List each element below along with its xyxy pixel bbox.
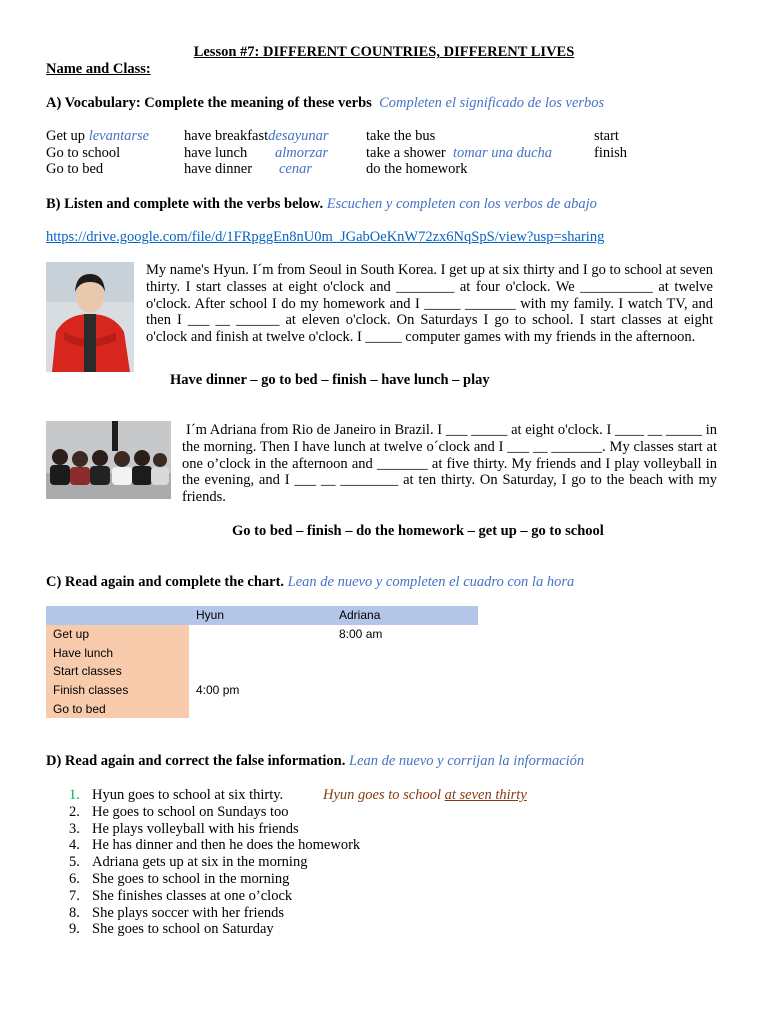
chart-header-hyun: Hyun — [189, 606, 332, 625]
chart-cell-hyun[interactable] — [189, 643, 332, 662]
example-answer: Hyun goes to school at seven thirty — [323, 787, 527, 803]
chart-row-have-lunch — [46, 643, 478, 662]
list-item: 5. Adriana gets up at six in the morning — [69, 854, 308, 871]
list-item: 9. She goes to school on Saturday — [69, 921, 274, 938]
chart-cell-adriana[interactable] — [332, 699, 478, 718]
vocab-have-lunch: have lunch — [184, 145, 248, 161]
chart-cell-hyun[interactable]: 4:00 pm — [196, 683, 240, 698]
adriana-photo — [46, 421, 171, 499]
chart-row-label: Get up — [46, 625, 189, 644]
chart-row-label: Finish classes — [46, 681, 189, 700]
vocab-get-up: Get up levantarse — [46, 128, 150, 144]
vocab-finish: finish — [594, 145, 628, 161]
vocab-take-the-bus: take the bus — [366, 128, 436, 144]
chart-header-adriana: Adriana — [332, 606, 478, 625]
list-item: 8. She plays soccer with her friends — [69, 904, 285, 921]
lesson-title: Lesson #7: DIFFERENT COUNTRIES, DIFFERENT LIVES — [193, 44, 575, 60]
name-and-class-label: Name and Class: — [46, 61, 151, 77]
false-information-list — [46, 787, 646, 938]
chart-row-get-up — [46, 625, 478, 644]
chart-cell-adriana[interactable] — [332, 681, 478, 700]
section-c-heading — [46, 574, 574, 591]
section-a-title: A) Vocabulary: Complete the meaning of these verbs — [46, 95, 372, 111]
adriana-text: I´m Adriana from Rio de Janeiro in Brazil. I ___ _____ at eight o'clock. I ____ __ _____ in the morning. Then I have lunch at twelve o´clock and I ___ __ _______. My classes start at one o’clock in the afternoon and _______ at five thirty. My friends and I play volleyball in the evening, and I ___ __ ________ at ten thirty. On Saturday, I go to the beach with my friends. — [182, 422, 717, 506]
section-d-heading — [46, 753, 584, 770]
hyun-word-bank: Have dinner – go to bed – finish – have lunch – play — [170, 372, 490, 388]
section-b-heading — [46, 196, 597, 213]
chart-row-start-classes — [46, 662, 478, 681]
chart-row-go-to-bed — [46, 699, 478, 718]
list-item: 4. He has dinner and then he does the homework — [69, 837, 361, 854]
chart-cell-hyun[interactable] — [189, 699, 332, 718]
hyun-photo — [46, 262, 134, 372]
chart-cell-adriana[interactable] — [332, 643, 478, 662]
list-item: 6. She goes to school in the morning — [69, 870, 290, 887]
vocab-have-lunch-es: almorzar — [275, 145, 329, 161]
vocab-start: start — [594, 128, 619, 144]
section-c-title: C) Read again and complete the chart. — [46, 574, 285, 590]
section-c-spanish: Lean de nuevo y completen el cuadro con la hora — [287, 574, 575, 590]
vocab-go-to-bed: Go to bed — [46, 161, 104, 177]
section-d-spanish: Lean de nuevo y corrijan la información — [349, 753, 585, 769]
vocab-have-breakfast: have breakfastdesayunar — [184, 128, 329, 144]
chart-header-blank — [46, 606, 189, 625]
audio-link[interactable]: https://drive.google.com/file/d/1FRpggEn8nU0m_JGabOeKnW72zx6NqSpS/view?usp=sharing — [46, 229, 605, 245]
section-d-title: D) Read again and correct the false information. — [46, 753, 346, 769]
chart-cell-hyun[interactable] — [189, 625, 332, 644]
vocab-have-dinner-es: cenar — [279, 161, 313, 177]
chart-row-label: Go to bed — [46, 699, 189, 718]
times-chart — [46, 606, 478, 718]
chart-cell-adriana[interactable] — [332, 662, 478, 681]
chart-header-row — [46, 606, 478, 625]
list-item: 2. He goes to school on Sundays too — [69, 803, 289, 820]
chart-row-label: Have lunch — [46, 643, 189, 662]
vocab-take-a-shower: take a shower tomar una ducha — [366, 145, 553, 161]
list-item: 3. He plays volleyball with his friends — [69, 820, 299, 837]
vocab-do-the-homework: do the homework — [366, 161, 468, 177]
section-a-heading — [46, 95, 604, 112]
chart-cell-hyun[interactable] — [189, 662, 332, 681]
hyun-text: My name's Hyun. I´m from Seoul in South Korea. I get up at six thirty and I go to school at seven thirty. I start classes at eight o'clock and ________ at four o'clock. We __________ at twelve o'clock. After school I do my homework and I _____ _______ with my family. I watch TV, and then I ___ __ ______ at eleven o'clock. On Saturdays I go to school. I start classes at eight o'clock and finish at twelve o'clock. I _____ computer games with my friends in the afternoon. — [146, 262, 713, 346]
section-a-spanish: Completen el significado de los verbos — [379, 95, 605, 111]
adriana-word-bank: Go to bed – finish – do the homework – get up – go to school — [232, 523, 604, 539]
section-b-spanish: Escuchen y completen con los verbos de abajo — [326, 196, 597, 212]
list-item: 1. Hyun goes to school at six thirty. Hyun goes to school at seven thirty — [69, 787, 527, 803]
vocab-go-to-school: Go to school — [46, 145, 121, 161]
chart-row-label: Start classes — [46, 662, 189, 681]
chart-cell-adriana[interactable]: 8:00 am — [339, 627, 383, 642]
vocab-have-dinner: have dinner — [184, 161, 253, 177]
section-b-title: B) Listen and complete with the verbs below. — [46, 196, 324, 212]
chart-row-finish-classes — [46, 681, 478, 700]
list-item: 7. She finishes classes at one o’clock — [69, 887, 293, 904]
